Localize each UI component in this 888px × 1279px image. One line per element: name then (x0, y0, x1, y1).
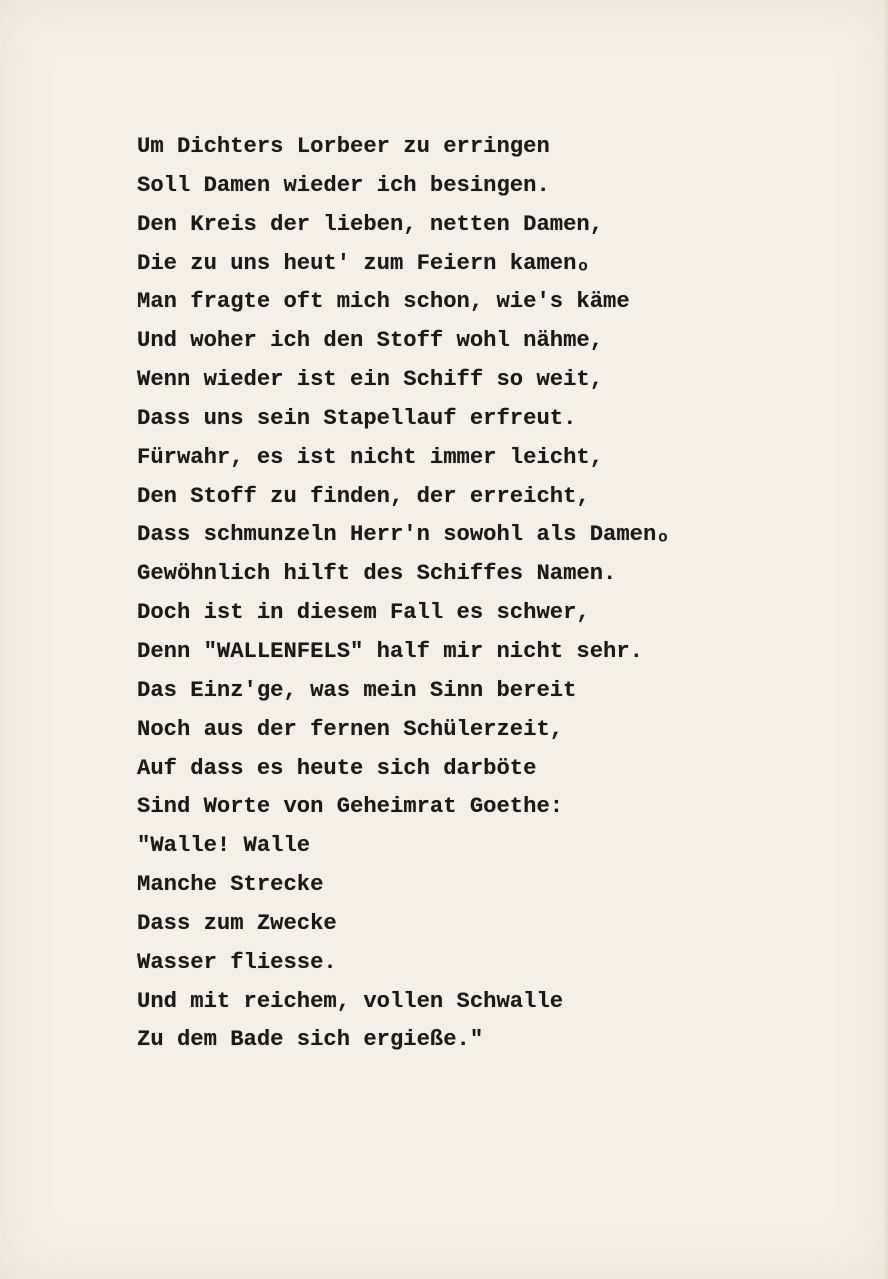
poem-line: Auf dass es heute sich darböte (137, 755, 537, 781)
poem-line: Den Stoff zu finden, der erreicht, (137, 483, 590, 509)
poem-line: Gewöhnlich hilft des Schiffes Namen. (137, 561, 617, 587)
poem-line: Fürwahr, es ist nicht immer leicht, (137, 444, 604, 470)
poem-line: Man fragte oft mich schon, wie's käme (137, 289, 630, 315)
poem-line: Wasser fliesse. (137, 949, 337, 975)
poem-line: Soll Damen wieder ich besingen. (137, 172, 550, 198)
poem-text (137, 128, 670, 1060)
poem-line: Noch aus der fernen Schülerzeit, (137, 716, 564, 742)
poem-line: "Walle! Walle (137, 833, 311, 859)
poem-line: Manche Strecke (137, 872, 324, 898)
poem-line: Zu dem Bade sich ergieße." (137, 1027, 484, 1053)
poem-line: Und woher ich den Stoff wohl nähme, (137, 328, 604, 354)
poem-line: Wenn wieder ist ein Schiff so weit, (137, 367, 604, 393)
poem-line: Denn "WALLENFELS" half mir nicht sehr. (137, 638, 643, 664)
page-edge (882, 0, 888, 1279)
poem-line: Das Einz'ge, was mein Sinn bereit (137, 677, 577, 703)
poem-line: Und mit reichem, vollen Schwalle (137, 988, 564, 1014)
poem-line: Dass zum Zwecke (137, 910, 337, 936)
poem-line: Doch ist in diesem Fall es schwer, (137, 600, 590, 626)
poem-line: Dass uns sein Stapellauf erfreut. (137, 405, 577, 431)
poem-line: Sind Worte von Geheimrat Goethe: (137, 794, 564, 820)
poem-line: Den Kreis der lieben, netten Damen, (137, 211, 604, 237)
poem-line: Die zu uns heut' zum Feiern kamenₒ (137, 250, 590, 276)
poem-line: Dass schmunzeln Herr'n sowohl als Damenₒ (137, 522, 670, 548)
poem-line: Um Dichters Lorbeer zu erringen (137, 134, 550, 159)
